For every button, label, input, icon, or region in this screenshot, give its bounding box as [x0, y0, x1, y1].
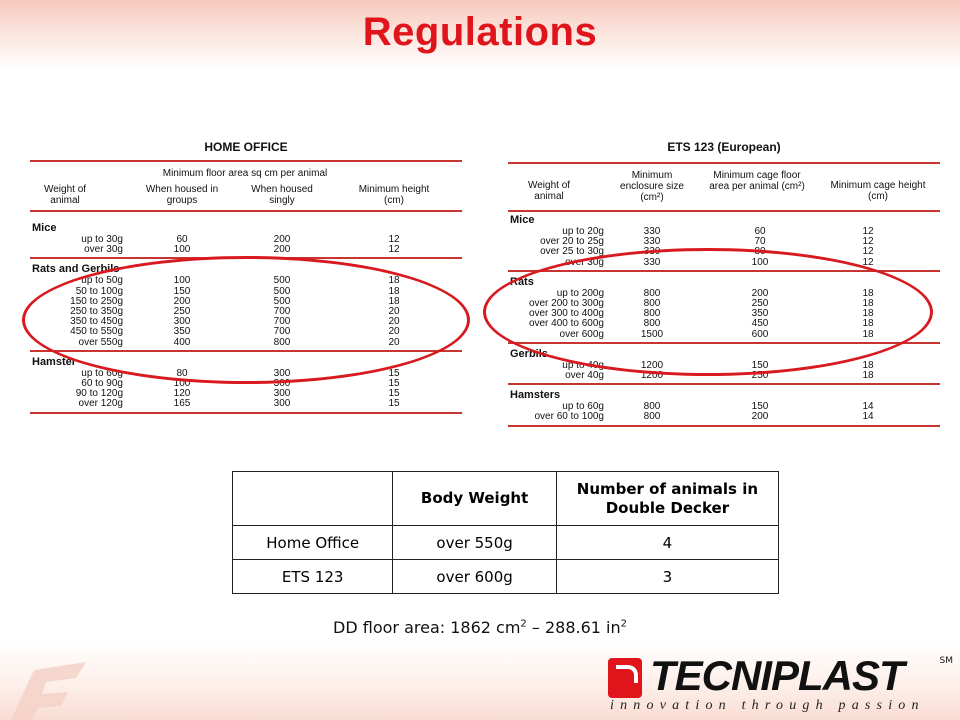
- value-cell: 700: [273, 326, 291, 338]
- group-label: Rats: [510, 275, 534, 288]
- value-cell: 12: [862, 236, 874, 248]
- value-cell: 14: [862, 401, 874, 413]
- home-office-title: HOME OFFICE: [204, 140, 288, 154]
- decorative-swoosh-icon: [6, 650, 106, 720]
- value-cell: 500: [273, 285, 291, 297]
- value-cell: 700: [273, 306, 291, 317]
- value-cell: 200: [273, 234, 291, 245]
- group-label: Mice: [510, 214, 535, 226]
- value-cell: 500: [273, 295, 291, 307]
- table-row: [233, 560, 779, 594]
- value-cell: 60: [754, 226, 766, 237]
- weight-cell: over 550g: [78, 336, 123, 348]
- value-cell: 100: [751, 256, 769, 268]
- value-cell: 300: [173, 316, 191, 328]
- value-cell: 300: [273, 378, 291, 389]
- summary-cell: 4: [556, 526, 778, 560]
- logo-service-mark: SM: [939, 656, 953, 666]
- summary-cell: Home Office: [233, 526, 393, 560]
- table-row: [30, 245, 462, 255]
- table-row: [508, 319, 940, 329]
- rule: [508, 425, 940, 427]
- value-cell: 300: [273, 367, 291, 379]
- weight-cell: 150 to 250g: [70, 295, 123, 307]
- hdr-weight: Weight of animal: [527, 180, 571, 202]
- group-label: Hamsters: [510, 389, 561, 402]
- weight-cell: 350 to 450g: [70, 316, 123, 328]
- summary-header-blank: [233, 472, 393, 526]
- note-prefix: DD floor area: 1862 cm: [333, 618, 521, 637]
- hdr-weight: Weight of animal: [43, 184, 87, 206]
- value-cell: 14: [862, 411, 874, 423]
- value-cell: 150: [751, 401, 769, 413]
- value-cell: 18: [862, 308, 874, 320]
- value-cell: 200: [173, 295, 191, 307]
- value-cell: 18: [862, 370, 874, 381]
- value-cell: 330: [643, 236, 661, 248]
- value-cell: 450: [751, 318, 769, 330]
- logo-tagline: innovation through passion: [610, 698, 925, 713]
- dd-floor-area-note: [0, 618, 960, 637]
- value-cell: 18: [862, 359, 874, 371]
- rule: [508, 383, 940, 385]
- summary-table: [232, 471, 779, 594]
- weight-cell: over 600g: [559, 328, 604, 340]
- value-cell: 150: [173, 285, 191, 297]
- value-cell: 250: [173, 306, 191, 317]
- value-cell: 18: [862, 328, 874, 340]
- table-row: [30, 276, 462, 286]
- table-row: [508, 330, 940, 340]
- value-cell: 500: [273, 275, 291, 287]
- note-sup: 2: [620, 618, 627, 630]
- value-cell: 330: [643, 256, 661, 268]
- group-label: Rats and Gerbils: [32, 263, 120, 276]
- value-cell: 20: [388, 326, 400, 338]
- weight-cell: over 30g: [84, 244, 123, 256]
- rule: [30, 257, 462, 259]
- value-cell: 100: [173, 378, 191, 389]
- rule: [508, 342, 940, 344]
- weight-cell: over 25 to 30g: [540, 246, 604, 258]
- summary-header-row: [233, 472, 779, 526]
- table-row: [508, 412, 940, 422]
- weight-cell: over 200 to 300g: [528, 298, 604, 309]
- value-cell: 18: [862, 287, 874, 299]
- weight-cell: over 30g: [565, 256, 604, 268]
- value-cell: 18: [388, 285, 400, 297]
- weight-cell: 90 to 120g: [75, 388, 123, 400]
- weight-cell: over 120g: [78, 398, 123, 410]
- summary-cell: 3: [556, 560, 778, 594]
- table-row: [30, 327, 462, 337]
- group-label: Hamster: [32, 355, 77, 368]
- rule: [508, 270, 940, 272]
- value-cell: 700: [273, 316, 291, 328]
- value-cell: 330: [643, 246, 661, 258]
- value-cell: 100: [173, 244, 191, 256]
- hdr-height: Minimum cage height (cm): [830, 180, 926, 202]
- table-row: [508, 258, 940, 268]
- value-cell: 70: [754, 236, 766, 248]
- value-cell: 12: [862, 226, 874, 237]
- value-cell: 300: [273, 388, 291, 400]
- value-cell: 800: [273, 336, 291, 348]
- value-cell: 20: [388, 336, 400, 348]
- value-cell: 12: [388, 244, 400, 256]
- value-cell: 200: [273, 244, 291, 256]
- value-cell: 600: [751, 328, 769, 340]
- weight-cell: up to 20g: [562, 226, 604, 237]
- ets-table: [508, 138, 940, 440]
- value-cell: 200: [751, 287, 769, 299]
- value-cell: 12: [388, 234, 400, 245]
- value-cell: 1200: [640, 370, 664, 381]
- group-label: Gerbils: [510, 347, 548, 360]
- value-cell: 800: [643, 401, 661, 413]
- value-cell: 18: [388, 295, 400, 307]
- summary-cell: over 550g: [393, 526, 556, 560]
- value-cell: 15: [388, 388, 400, 400]
- value-cell: 800: [643, 318, 661, 330]
- value-cell: 18: [388, 275, 400, 287]
- value-cell: 1500: [640, 328, 664, 340]
- hdr-enclosure: Minimum enclosure size (cm²): [620, 170, 684, 203]
- value-cell: 15: [388, 378, 400, 389]
- value-cell: 800: [643, 308, 661, 320]
- weight-cell: over 300 to 400g: [528, 308, 604, 320]
- rule: [30, 160, 462, 162]
- weight-cell: 50 to 100g: [75, 285, 123, 297]
- hdr-groups: When housed in groups: [145, 184, 219, 206]
- value-cell: 250: [751, 370, 769, 381]
- value-cell: 12: [862, 256, 874, 268]
- value-cell: 800: [643, 411, 661, 423]
- summary-header-animals: Number of animals in Double Decker: [556, 472, 778, 526]
- value-cell: 12: [862, 246, 874, 258]
- value-cell: 120: [173, 388, 191, 400]
- note-sup: 2: [520, 618, 527, 630]
- weight-cell: 60 to 90g: [81, 378, 123, 389]
- weight-cell: up to 60g: [81, 367, 123, 379]
- value-cell: 400: [173, 336, 191, 348]
- note-middle: – 288.61 in: [526, 618, 621, 637]
- value-cell: 100: [173, 275, 191, 287]
- weight-cell: over 20 to 25g: [540, 236, 604, 248]
- page-title: Regulations: [362, 10, 598, 54]
- group-label: Mice: [32, 222, 57, 234]
- weight-cell: up to 30g: [81, 234, 123, 245]
- rule: [30, 350, 462, 352]
- rule: [508, 162, 940, 164]
- value-cell: 18: [862, 318, 874, 330]
- weight-cell: up to 50g: [81, 275, 123, 287]
- weight-cell: 250 to 350g: [70, 306, 123, 317]
- ets-title: ETS 123 (European): [667, 140, 781, 154]
- rule: [508, 210, 940, 212]
- hdr-height: Minimum height (cm): [358, 184, 430, 206]
- value-cell: 800: [643, 298, 661, 309]
- summary-cell: over 600g: [393, 560, 556, 594]
- hdr-span: Minimum floor area sq cm per animal: [162, 168, 328, 179]
- value-cell: 800: [643, 287, 661, 299]
- value-cell: 300: [273, 398, 291, 410]
- weight-cell: up to 200g: [556, 287, 604, 299]
- weight-cell: up to 60g: [562, 401, 604, 413]
- value-cell: 18: [862, 298, 874, 309]
- value-cell: 350: [173, 326, 191, 338]
- weight-cell: 450 to 550g: [70, 326, 123, 338]
- tecniplast-logo: [608, 652, 953, 716]
- value-cell: 15: [388, 398, 400, 410]
- summary-header-body-weight: Body Weight: [393, 472, 556, 526]
- value-cell: 15: [388, 367, 400, 379]
- weight-cell: over 400 to 600g: [528, 318, 604, 330]
- summary-cell: ETS 123: [233, 560, 393, 594]
- value-cell: 350: [751, 308, 769, 320]
- weight-cell: over 60 to 100g: [534, 411, 604, 423]
- value-cell: 250: [751, 298, 769, 309]
- value-cell: 165: [173, 398, 191, 410]
- value-cell: 330: [643, 226, 661, 237]
- value-cell: 1200: [640, 359, 664, 371]
- value-cell: 150: [751, 359, 769, 371]
- value-cell: 60: [176, 234, 188, 245]
- weight-cell: up to 40g: [562, 359, 604, 371]
- value-cell: 80: [176, 367, 188, 379]
- value-cell: 20: [388, 316, 400, 328]
- table-row: [508, 247, 940, 257]
- table-row: [508, 371, 940, 381]
- hdr-singly: When housed singly: [251, 184, 313, 206]
- weight-cell: over 40g: [565, 370, 604, 381]
- logo-mark-icon: [608, 658, 642, 698]
- home-office-table: [30, 138, 462, 436]
- table-row: [30, 338, 462, 348]
- table-row: [30, 399, 462, 409]
- value-cell: 20: [388, 306, 400, 317]
- value-cell: 80: [754, 246, 766, 258]
- hdr-floor: Minimum cage floor area per animal (cm²): [709, 170, 805, 192]
- rule: [30, 210, 462, 212]
- rule: [30, 412, 462, 414]
- table-row: [233, 526, 779, 560]
- logo-wordmark: TECNIPLAST: [650, 652, 904, 699]
- value-cell: 200: [751, 411, 769, 423]
